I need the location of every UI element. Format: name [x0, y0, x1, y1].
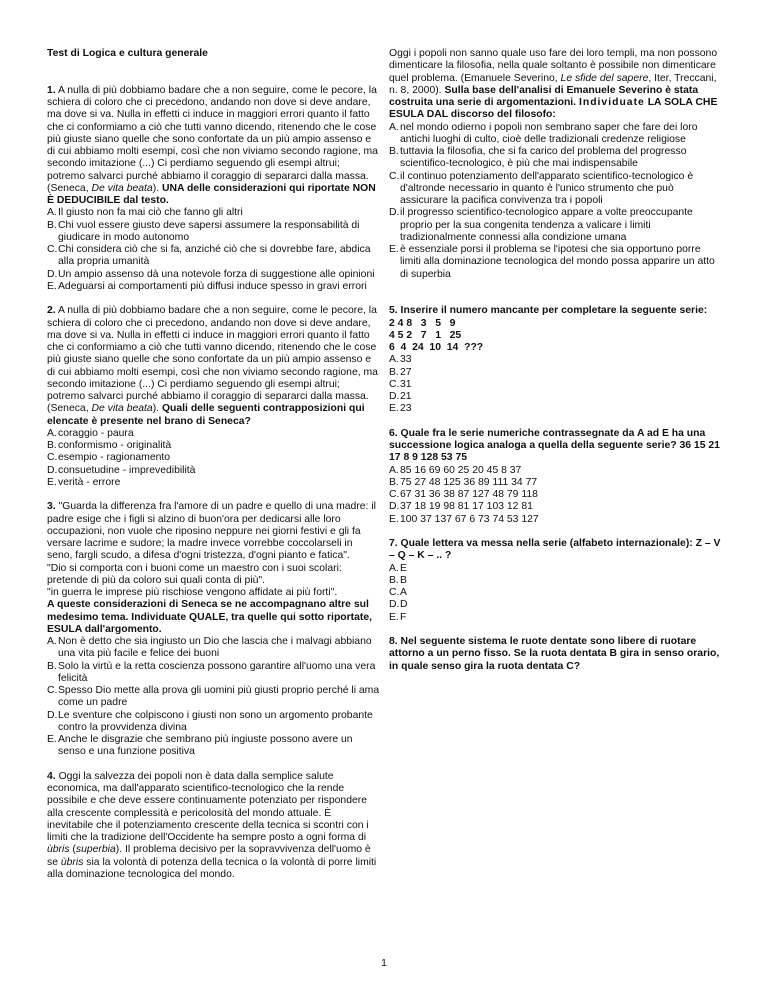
option-e[interactable]: E. F [389, 611, 407, 623]
document-title: Test di Logica e cultura generale [47, 48, 208, 59]
question-3-text: 3. "Guarda la differenza fra l'amore di un padre e quello di una madre: il padre esige che i figli si alzino di buon'ora per dedicarsi alle loro occupazioni, non vuole che riposino neppure nei giorni festivi e gli fa versare lacrime e sudore; la madre invece vorrebbe coccolarseli in seno, fargli scudo, a difesa d'ogni tristezza, d'ogni pianto e fatica". [47, 501, 376, 562]
option-d[interactable]: D. Le sventure che colpiscono i giusti non sono un argomento probante contro la provvidenza divina [47, 709, 373, 733]
option-a[interactable]: A. 33 [389, 354, 412, 366]
option-e[interactable]: E. 100 37 137 67 6 73 74 53 127 [389, 513, 539, 525]
option-b[interactable]: B. conformismo - originalità [47, 440, 172, 451]
question-4-question: Oggi i popoli non sanno quale uso fare dei loro templi, ma non possono dimenticare la filosofia, nella quale soltanto è possibile non dimenticare quel problema. (Emanuele Severino, Le sfide del sapere, Iter, Treccani, n. 8, 2000). Sulla base dell'analisi di Emanuele Severino è stata costruita una serie di argomentazioni. Individuate LA SOLA CHE ESULA DAL discorso del filosofo: [389, 48, 718, 121]
question-6 [389, 428, 724, 526]
series-row-3: 6 4 24 10 14 ??? [389, 342, 484, 353]
question-7 [389, 538, 724, 624]
option-c[interactable]: C. 31 [389, 378, 412, 390]
question-7-prompt: 7. Quale lettera va messa nella serie (alfabeto internazionale): Z – V – Q – K – .. ? [389, 538, 721, 562]
option-e[interactable]: E. verità - errore [47, 476, 121, 488]
question-1 [47, 85, 380, 293]
question-2 [47, 305, 380, 489]
question-6-prompt: 6. Quale fra le serie numeriche contrassegnate da A ad E ha una successione logica analoga a quella della seguente serie? 36 15 21 17 8 9 128 53 75 [389, 427, 720, 464]
option-b[interactable]: B. Solo la virtù e la retta coscienza possono garantire all'uomo una vera felicità [47, 660, 376, 684]
option-d[interactable]: D. 37 18 19 98 81 17 103 12 81 [389, 501, 533, 513]
option-b[interactable]: B. B [389, 574, 407, 586]
page-number: 1 [381, 958, 387, 969]
question-3-prompt: A queste considerazioni di Seneca se ne accompagnano altre sul medesimo tema. Individuate QUALE, tra quelle qui sotto riportate, ESULA dall'argomento. [47, 599, 373, 635]
question-5 [389, 305, 724, 415]
option-c[interactable]: C. A [389, 587, 407, 598]
option-e[interactable]: E. Anche le disgrazie che sembrano più ingiuste possono avere un senso e una funzione positiva [47, 734, 353, 758]
option-d[interactable]: D. il progresso scientifico-tecnologico appare a volte preoccupante proprio per la sua congenita tendenza a valicare i limiti tradizionalmente connessi alla condizione umana [389, 207, 693, 243]
option-a[interactable]: A. Non è detto che sia ingiusto un Dio che lascia che i malvagi abbiano una vita più facile e felice dei buoni [47, 636, 372, 660]
series-row-2: 4 5 2 7 1 25 [389, 329, 462, 341]
option-b[interactable]: B. tuttavia la filosofia, che si fa carico del problema del progresso scientifico-tecnologico, è più che mai indispensabile [389, 146, 687, 170]
question-4-text: 4. Oggi la salvezza dei popoli non è data dalla semplice salute economica, ma dall'apparato scientifico-tecnologico che la rende possibile e che deve essere continuamente potenziato per rispondere alla crescente complessità e pericolosità del mondo attuale. È inevitabile che il potenziamento crescente della tecnica si scontri con i limiti che la tradizione dell'Occidente ha sempre posto a ogni forma di ùbris (superbia). Il problema decisivo per la sopravvivenza dell'uomo è se ùbris sia la volontà di potenza della tecnica o la volontà di porre limiti alla dominazione tecnologica del mondo. [47, 770, 377, 880]
question-5-prompt: 5. Inserire il numero mancante per completare la seguente serie: [389, 305, 708, 317]
option-c[interactable]: C. il continuo potenziamento dell'apparato scientifico-tecnologico è d'altronde necessario in quanto è l'unico strumento che può assicurare la pacifica convivenza tra i popoli [389, 170, 694, 206]
left-column [47, 0, 380, 881]
question-3-quote-2: "Dio si comporta con i buoni come un maestro con i suoi scolari: pretende di più da coloro sui quali conta di più". [47, 562, 342, 586]
option-c[interactable]: C. Spesso Dio mette alla prova gli uomini più giusti proprio perché li ama come un padre [47, 685, 380, 709]
option-e[interactable]: E. Adeguarsi ai comportamenti più diffusi induce spesso in gravi errori [47, 280, 367, 292]
question-1-text: 1. A nulla di più dobbiamo badare che a non seguire, come le pecore, la schiera di coloro che ci precedono, andando non dove si deve andare, ma dove si va. Nulla in effetti ci induce in maggiori errori quanto il fatto che ci conformiamo a ciò che tutti vanno dicendo, ritenendo che le cose più giuste siano quelle che sono confortate da un più ampio assenso e di cui abbiamo molti esempi, così che non viviamo secondo ragione, ma secondo imitazione (...) Ci perdiamo seguendo gli esempi altrui; potremo salvarci purché abbiamo il coraggio di separarci dalla massa. (Seneca, De vita beata). UNA delle considerazioni qui riportate NON È DEDUCIBILE dal testo. [47, 84, 378, 206]
option-b[interactable]: B. 27 [389, 366, 412, 378]
option-e[interactable]: E. è essenziale porsi il problema se l'ipotesi che sia opportuno porre limiti alla dominazione tecnologica del mondo possa apparire un atto di superbia [389, 244, 715, 280]
option-a[interactable]: A. nel mondo odierno i popoli non sembrano saper che fare dei loro antichi luoghi di culto, cioè delle tradizionali credenze religiose [389, 121, 698, 145]
option-a[interactable]: A. E [389, 562, 407, 574]
option-a[interactable]: A. Il giusto non fa mai ciò che fanno gli altri [47, 207, 243, 219]
option-d[interactable]: D. D [389, 599, 408, 611]
option-d[interactable]: D. Un ampio assenso dà una notevole forza di suggestione alle opinioni [47, 268, 375, 280]
option-a[interactable]: A. 85 16 69 60 25 20 45 8 37 [389, 464, 522, 476]
option-b[interactable]: B. Chi vuol essere giusto deve sapersi assumere la responsabilità di giudicare in modo autonomo [47, 219, 360, 243]
option-b[interactable]: B. 75 27 48 125 36 89 111 34 77 [389, 476, 538, 488]
option-a[interactable]: A. coraggio - paura [47, 427, 134, 439]
option-c[interactable]: C. 67 31 36 38 87 127 48 79 118 [389, 489, 538, 500]
option-d[interactable]: D. 21 [389, 391, 412, 402]
question-3 [47, 501, 380, 758]
option-c[interactable]: C. Chi considera ciò che si fa, anziché ciò che si dovrebbe fare, abdica alla propria umanità [47, 244, 371, 268]
option-e[interactable]: E. 23 [389, 403, 412, 415]
question-8-prompt: 8. Nel seguente sistema le ruote dentate sono libere di ruotare attorno a un perno fisso. Se la ruota dentata B gira in senso orario, in quale senso gira la ruota dentata C? [389, 636, 720, 672]
series-row-1: 2 4 8 3 5 9 [389, 317, 456, 329]
right-column [389, 0, 724, 673]
question-3-quote-3: "in guerra le imprese più rischiose vengono affidate ai più forti". [47, 587, 338, 598]
option-d[interactable]: D. consuetudine - imprevedibilità [47, 464, 196, 476]
option-c[interactable]: C. esempio - ragionamento [47, 452, 171, 464]
question-2-text: 2. A nulla di più dobbiamo badare che a non seguire, come le pecore, la schiera di coloro che ci precedono, andando non dove si deve andare, ma dove si va. Nulla in effetti ci induce in maggiori errori quanto il fatto che ci conformiamo a ciò che tutti vanno dicendo, ritenendo che le cose più giuste siano quelle che sono confortate da un più ampio assenso e di cui abbiamo molti esempi, così che non viviamo secondo ragione, ma secondo imitazione (...) Ci perdiamo seguendo gli esempi altrui; potremo salvarci purché abbiamo il coraggio di separarci dalla massa. (Seneca, De vita beata). Quali delle seguenti contrapposizioni qui elencate è presente nel brano di Seneca? [47, 305, 378, 427]
